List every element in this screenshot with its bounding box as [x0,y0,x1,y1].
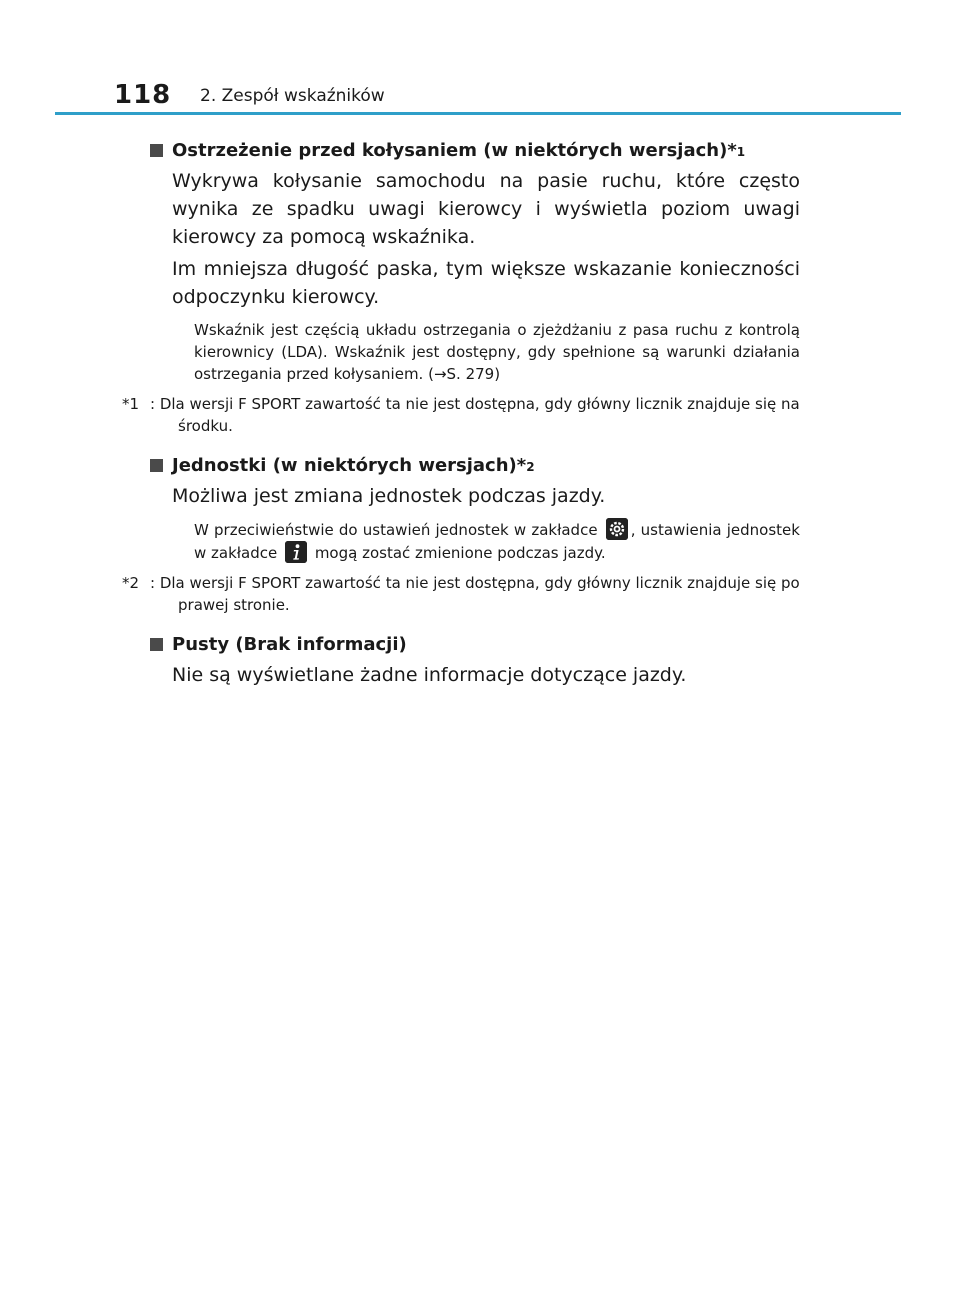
page-number: 118 [114,80,172,110]
page-content [122,130,800,689]
footnote-mark: *1 [122,395,140,413]
section-heading-text: Jednostki (w niektórych wersjach)* [172,455,527,476]
note-text: W przeciwieństwie do ustawień jednostek w zakładce [194,521,598,539]
footnote-text: : Dla wersji F SPORT zawartość ta nie jest dostępna, gdy główny licznik znajduje się na środku. [150,395,800,435]
page-header [0,0,960,120]
body-paragraph: Nie są wyświetlane żadne informacje dotyczące jazdy. [172,664,687,686]
section-heading-text: Pusty (Brak informacji) [172,634,407,655]
footnote-text: : Dla wersji F SPORT zawartość ta nie jest dostępna, gdy główny licznik znajduje się po prawej stronie. [150,574,800,614]
square-bullet-icon [150,638,163,651]
note-paragraph: Wskaźnik jest częścią układu ostrzegania o zjeżdżaniu z pasa ruchu z kontrolą kierownicy (LDA). Wskaźnik jest dostępny, gdy spełnione są warunki działania ostrzegania przed kołysaniem. (→S. 279) [194,321,800,383]
footnote-sup: 2 [526,460,535,474]
settings-gear-icon [606,518,628,540]
section-heading-sway [150,140,800,161]
section-heading-units [150,455,800,476]
body-paragraph: Wykrywa kołysanie samochodu na pasie ruchu, które często wynika ze spadku uwagi kierowcy i wyświetla poziom uwagi kierowcy za pomocą wskaźnika. [172,170,800,248]
footnote [122,572,800,616]
footnote [122,393,800,437]
note-text: , ustawienia jednostek w zakładce [194,521,800,562]
header-rule [55,112,901,115]
square-bullet-icon [150,144,163,157]
body-paragraph: Im mniejsza długość paska, tym większe wskazanie konieczności odpoczynku kierowcy. [172,258,800,308]
note-text: mogą zostać zmienione podczas jazdy. [314,544,606,562]
square-bullet-icon [150,459,163,472]
body-paragraph: Możliwa jest zmiana jednostek podczas jazdy. [172,485,606,507]
footnote-mark: *2 [122,574,140,592]
footnote-sup: 1 [736,145,746,159]
section-heading-text: Ostrzeżenie przed kołysaniem (w niektórych wersjach)* [172,140,737,161]
chapter-title: 2. Zespół wskaźników [200,86,385,106]
info-icon [285,541,307,563]
section-heading-empty [150,634,800,655]
note-paragraph [194,518,800,564]
